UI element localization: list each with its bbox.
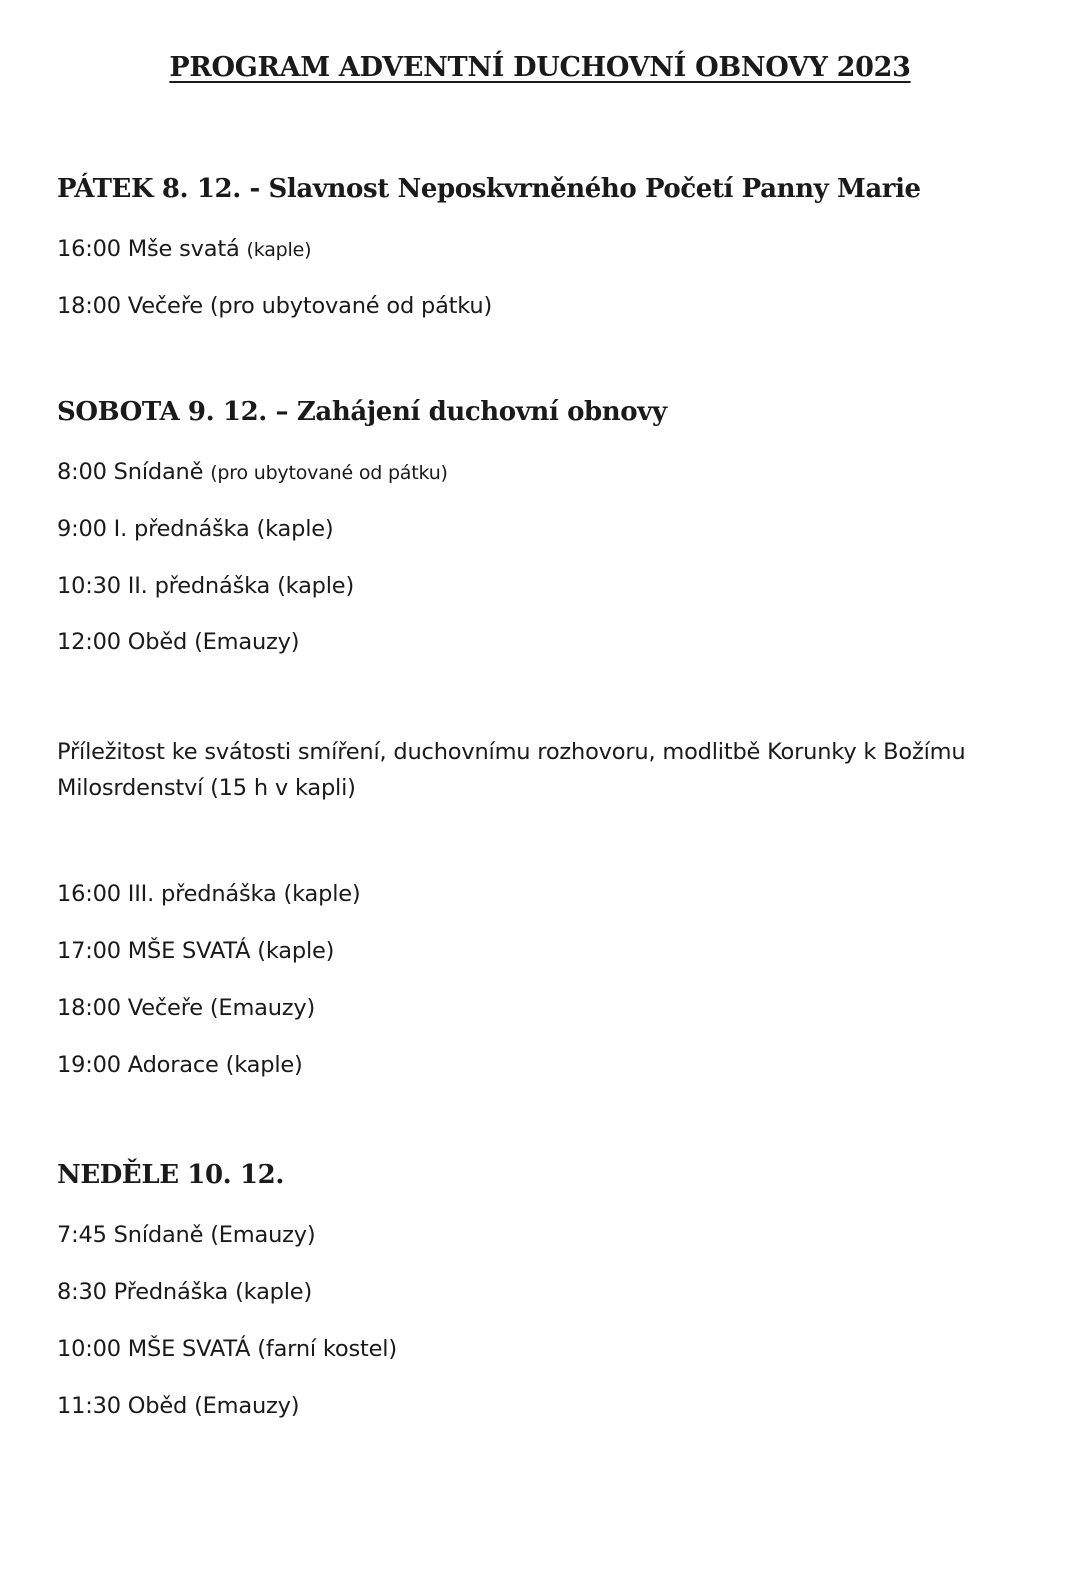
friday-item-mass-text: 16:00 Mše svatá — [57, 236, 240, 262]
saturday-item-breakfast-note: (pro ubytované od pátku) — [210, 462, 448, 484]
saturday-item-dinner: 18:00 Večeře (Emauzy) — [57, 995, 316, 1021]
sunday-heading: NEDĚLE 10. 12. — [57, 1160, 285, 1190]
saturday-item-adoration: 19:00 Adorace (kaple) — [57, 1052, 303, 1078]
saturday-item-lecture-1: 9:00 I. přednáška (kaple) — [57, 516, 334, 542]
page-title: PROGRAM ADVENTNÍ DUCHOVNÍ OBNOVY 2023 — [169, 52, 911, 83]
sunday-item-lunch: 11:30 Oběd (Emauzy) — [57, 1393, 300, 1419]
saturday-item-lunch: 12:00 Oběd (Emauzy) — [57, 629, 300, 655]
saturday-item-lecture-2: 10:30 II. přednáška (kaple) — [57, 573, 355, 599]
friday-item-dinner: 18:00 Večeře (pro ubytované od pátku) — [57, 293, 493, 319]
sunday-item-breakfast: 7:45 Snídaně (Emauzy) — [57, 1222, 316, 1248]
friday-item-mass — [57, 236, 311, 262]
saturday-item-lecture-3: 16:00 III. přednáška (kaple) — [57, 881, 361, 907]
saturday-item-breakfast-text: 8:00 Snídaně — [57, 459, 204, 485]
sunday-item-lecture: 8:30 Přednáška (kaple) — [57, 1279, 313, 1305]
saturday-heading: SOBOTA 9. 12. – Zahájení duchovní obnovy — [57, 397, 667, 427]
friday-item-mass-note: (kaple) — [246, 239, 312, 261]
saturday-opportunity-paragraph: Příležitost ke svátosti smíření, duchovnímu rozhovoru, modlitbě Korunky k Božímu Milosrdenství (15 h v kapli) — [57, 739, 966, 801]
friday-heading: PÁTEK 8. 12. - Slavnost Neposkvrněného Početí Panny Marie — [57, 174, 921, 204]
sunday-item-mass: 10:00 MŠE SVATÁ (farní kostel) — [57, 1336, 397, 1362]
saturday-item-mass: 17:00 MŠE SVATÁ (kaple) — [57, 938, 335, 964]
saturday-item-breakfast — [57, 459, 448, 485]
